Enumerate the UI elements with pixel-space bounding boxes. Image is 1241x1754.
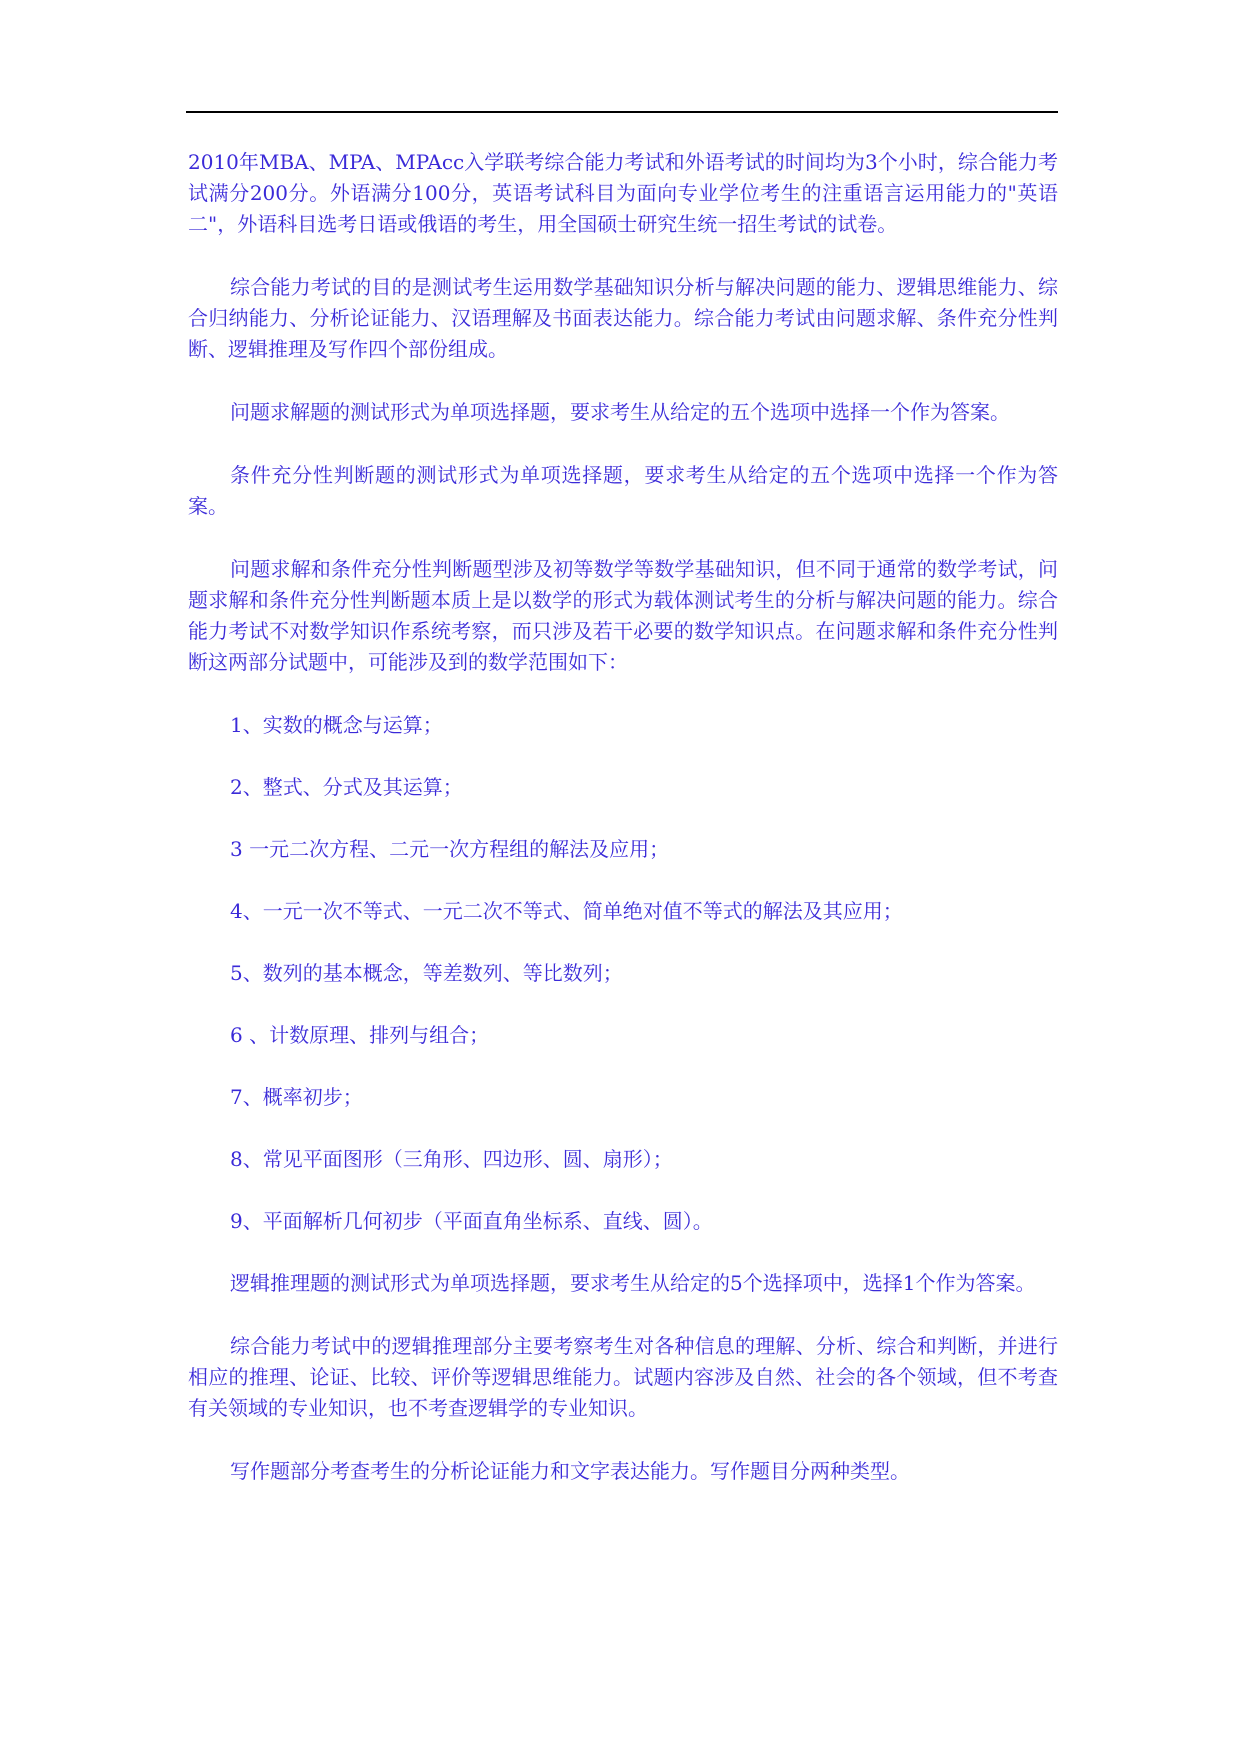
list-item-math-topic: 7、概率初步； (230, 1085, 363, 1109)
list-item-math-topic: 4、一元一次不等式、一元二次不等式、简单绝对值不等式的解法及其应用； (230, 899, 903, 923)
list-item-math-topic: 9、平面解析几何初步（平面直角坐标系、直线、圆）。 (230, 1209, 713, 1233)
paragraph-logic-reasoning: 逻辑推理题的测试形式为单项选择题，要求考生从给定的5个选择项中，选择1个作为答案。 (230, 1271, 1036, 1295)
list-item-math-topic: 8、常见平面图形（三角形、四边形、圆、扇形）； (230, 1147, 673, 1171)
list-item-math-topic: 3 一元二次方程、二元一次方程组的解法及应用； (230, 837, 670, 861)
paragraph-comprehensive-purpose: 综合能力考试的目的是测试考生运用数学基础知识分析与解决问题的能力、逻辑思维能力、综合归纳能力、分析论证能力、汉语理解及书面表达能力。综合能力考试由问题求解、条件充分性判断、逻辑推理及写作四个部份组成。 (188, 275, 1058, 361)
header-rule (186, 111, 1058, 113)
paragraph-logic-content: 综合能力考试中的逻辑推理部分主要考察考生对各种信息的理解、分析、综合和判断，并进行相应的推理、论证、比较、评价等逻辑思维能力。试题内容涉及自然、社会的各个领域，但不考查有关领域的专业知识，也不考查逻辑学的专业知识。 (188, 1334, 1058, 1420)
paragraph-problem-solving: 问题求解题的测试形式为单项选择题，要求考生从给定的五个选项中选择一个作为答案。 (230, 400, 1010, 424)
paragraph-math-scope-intro: 问题求解和条件充分性判断题型涉及初等数学等数学基础知识，但不同于通常的数学考试，问题求解和条件充分性判断题本质上是以数学的形式为载体测试考生的分析与解决问题的能力。综合能力考试不对数学知识作系统考察，而只涉及若干必要的数学知识点。在问题求解和条件充分性判断这两部分试题中，可能涉及到的数学范围如下： (188, 557, 1058, 674)
list-item-math-topic: 6 、计数原理、排列与组合； (230, 1023, 490, 1047)
list-item-math-topic: 1、实数的概念与运算； (230, 713, 443, 737)
paragraph-writing: 写作题部分考查考生的分析论证能力和文字表达能力。写作题目分两种类型。 (230, 1459, 910, 1483)
paragraph-exam-overview: 2010年MBA、MPA、MPAcc入学联考综合能力考试和外语考试的时间均为3个小时，综合能力考试满分200分。外语满分100分，英语考试科目为面向专业学位考生的注重语言运用能力的"英语二"，外语科目选考日语或俄语的考生，用全国硕士研究生统一招生考试的试卷。 (188, 150, 1058, 236)
document-body (188, 147, 1058, 1519)
paragraph-sufficiency-judgment: 条件充分性判断题的测试形式为单项选择题，要求考生从给定的五个选项中选择一个作为答案。 (188, 463, 1058, 518)
list-item-math-topic: 5、数列的基本概念，等差数列、等比数列； (230, 961, 623, 985)
list-item-math-topic: 2、整式、分式及其运算； (230, 775, 463, 799)
